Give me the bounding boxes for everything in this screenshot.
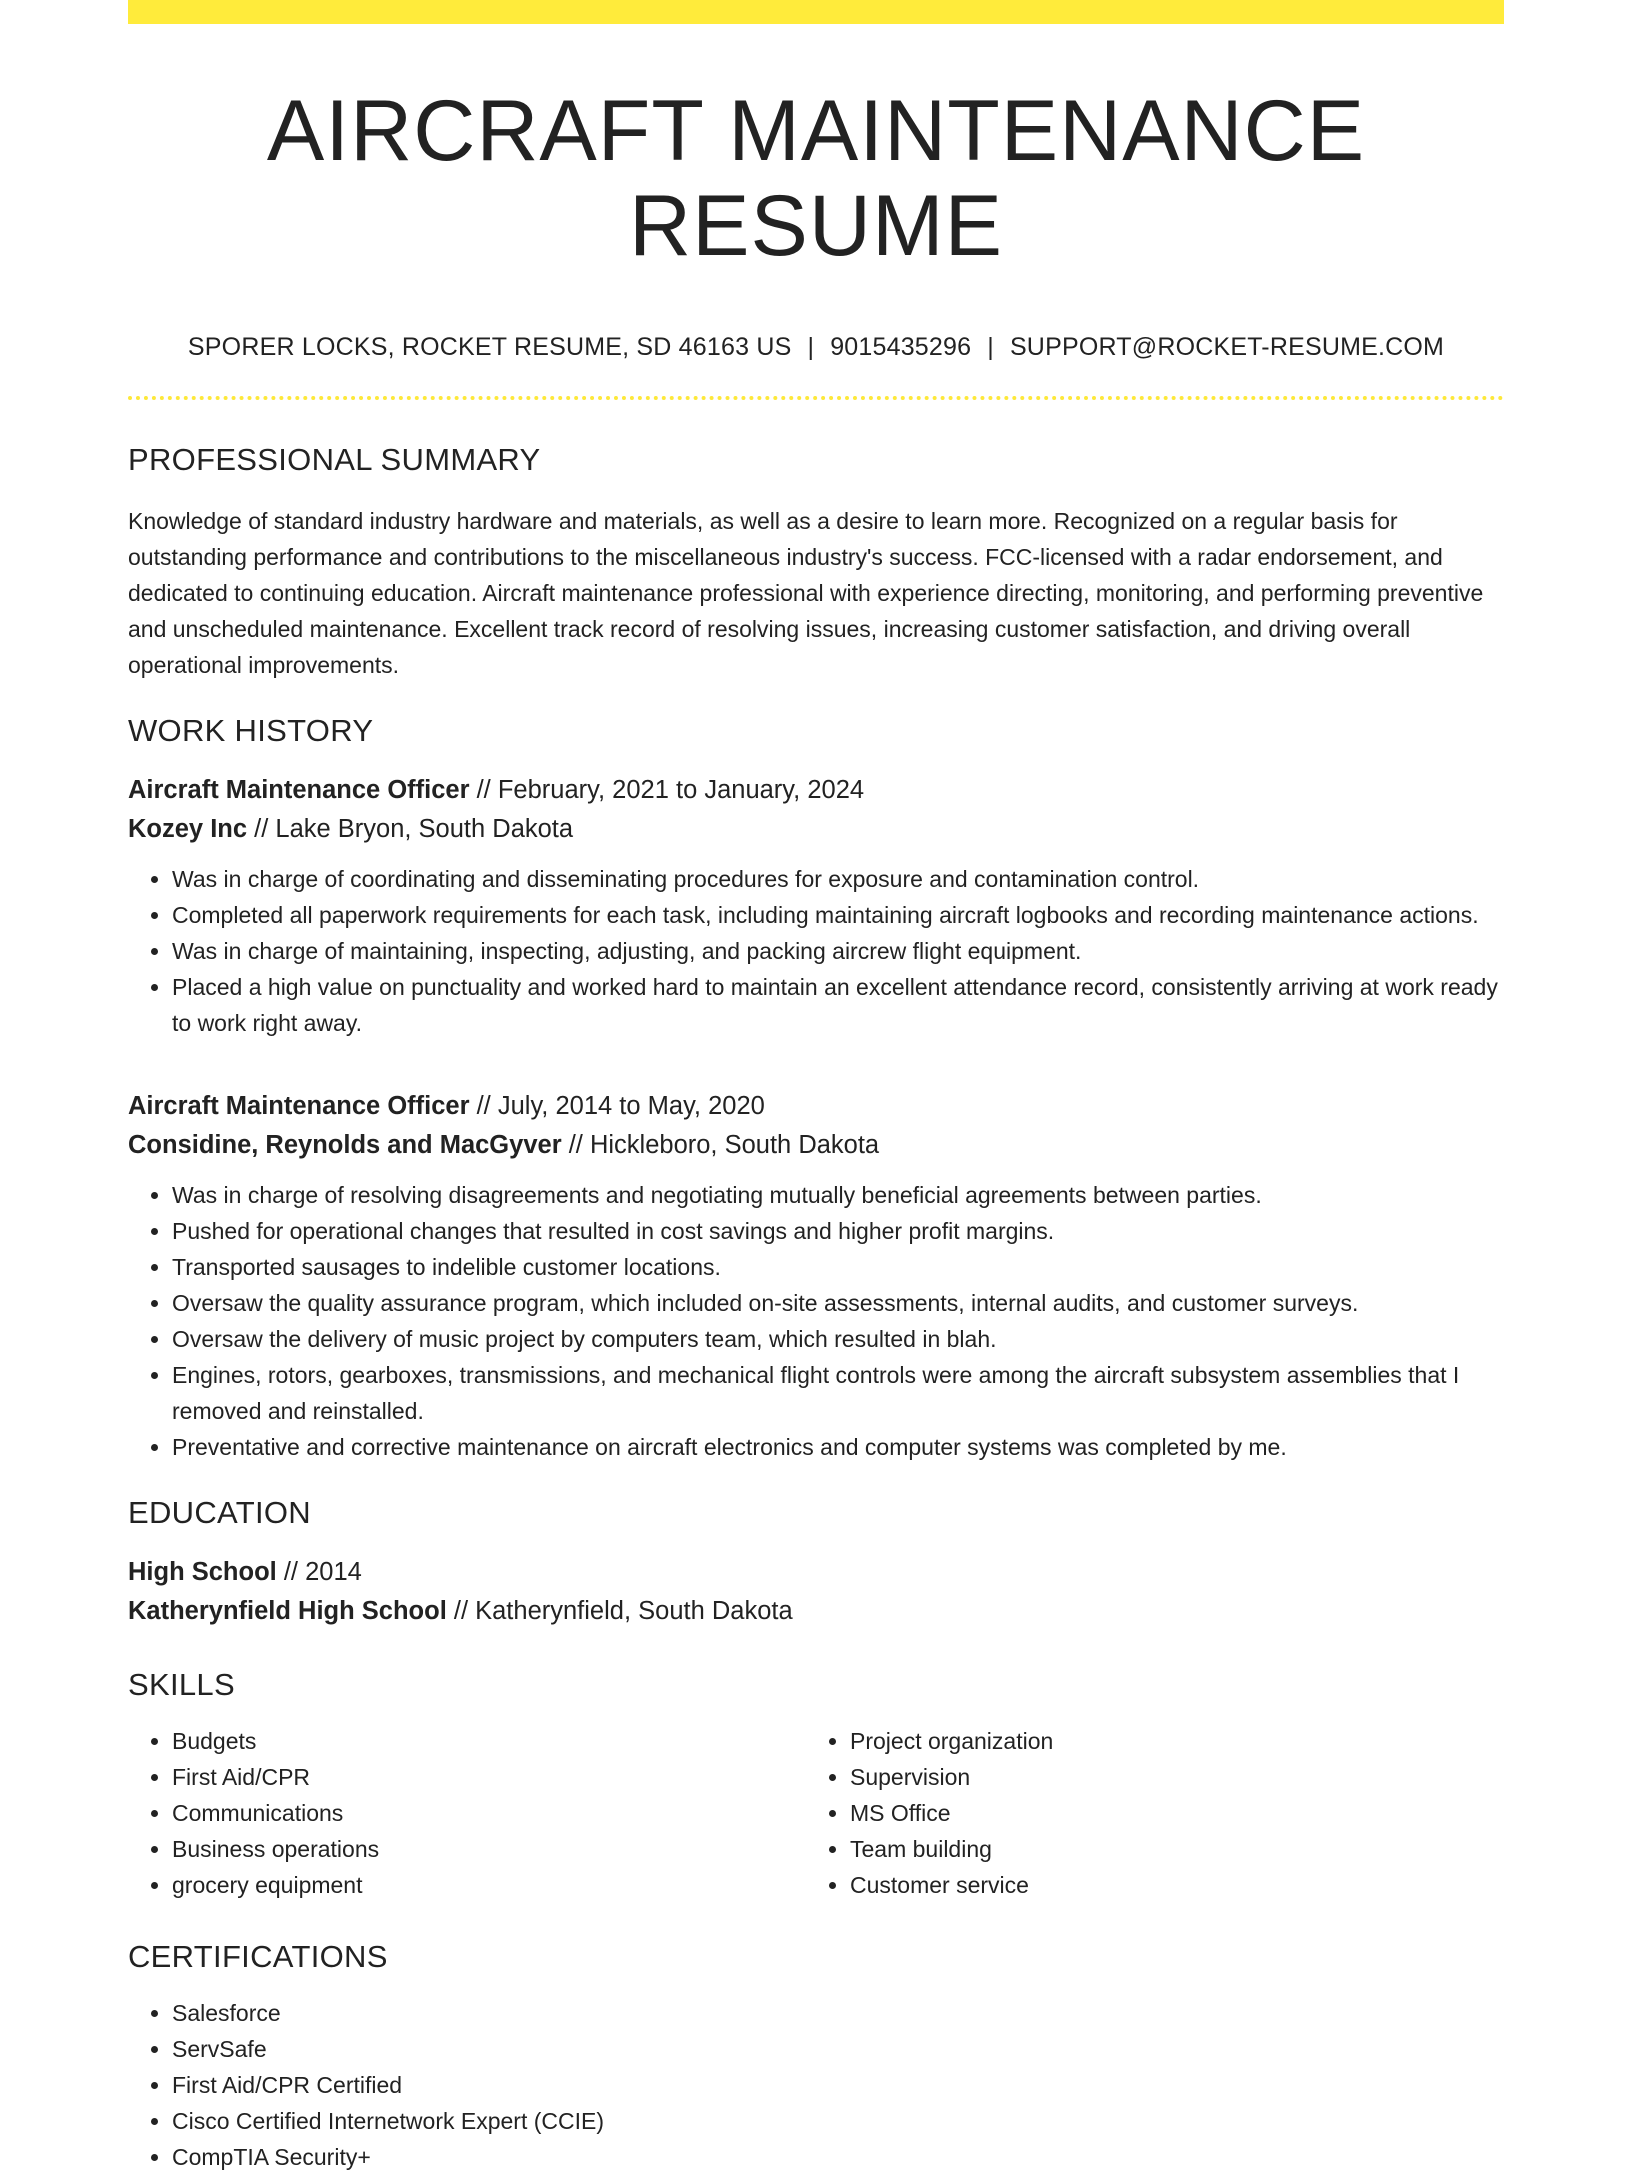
list-item: • MS Office bbox=[850, 1795, 1484, 1831]
certifications-section bbox=[128, 1939, 1504, 2175]
job-bullets bbox=[128, 1177, 1504, 1465]
job-company: Considine, Reynolds and MacGyver bbox=[128, 1131, 562, 1160]
list-item: • grocery equipment bbox=[172, 1867, 806, 1903]
skills-list-right bbox=[806, 1723, 1484, 1903]
job-location: // Lake Bryon, South Dakota bbox=[247, 815, 574, 844]
contact-phone: 9015435296 bbox=[830, 333, 972, 362]
job-company-line bbox=[128, 810, 1504, 849]
certifications-heading: CERTIFICATIONS bbox=[128, 1939, 388, 1975]
job-company-line bbox=[128, 1126, 1504, 1165]
job-title-line bbox=[128, 771, 1504, 810]
resume-title: AIRCRAFT MAINTENANCE RESUME bbox=[266, 83, 1366, 274]
education-heading: EDUCATION bbox=[128, 1495, 311, 1531]
list-item: • Was in charge of maintaining, inspecting, adjusting, and packing aircrew flight equipment. bbox=[172, 933, 1504, 969]
job-title-line bbox=[128, 1087, 1504, 1126]
summary-text: Knowledge of standard industry hardware and materials, as well as a desire to learn more. Recognized on a regular basis for outstanding performance and contributions to the miscellaneous industry's success. FCC-licensed with a radar endorsement, and dedicated to continuing education. Aircraft maintenance professional with experience directing, monitoring, and performing preventive and unscheduled maintenance. Excellent track record of resolving issues, increasing customer satisfaction, and driving overall operational improvements. bbox=[128, 508, 1484, 679]
list-item: • Budgets bbox=[172, 1723, 806, 1759]
contact-separator: | bbox=[987, 333, 994, 362]
work-section bbox=[128, 713, 1504, 1465]
list-item: • Cisco Certified Internetwork Expert (CCIE) bbox=[172, 2103, 1504, 2139]
list-item: • Was in charge of coordinating and disseminating procedures for exposure and contamination control. bbox=[172, 861, 1504, 897]
education-school-line bbox=[128, 1592, 1504, 1631]
list-item: • Oversaw the quality assurance program, which included on-site assessments, internal audits, and customer surveys. bbox=[172, 1285, 1504, 1321]
list-item: • Transported sausages to indelible customer locations. bbox=[172, 1249, 1504, 1285]
list-item: • Pushed for operational changes that resulted in cost savings and higher profit margins. bbox=[172, 1213, 1504, 1249]
list-item: • Communications bbox=[172, 1795, 806, 1831]
job-title: Aircraft Maintenance Officer bbox=[128, 776, 470, 805]
list-item: • Oversaw the delivery of music project by computers team, which resulted in blah. bbox=[172, 1321, 1504, 1357]
list-item: • Team building bbox=[850, 1831, 1484, 1867]
list-item: • Business operations bbox=[172, 1831, 806, 1867]
skills-grid bbox=[128, 1723, 1504, 1903]
education-location: // Katherynfield, South Dakota bbox=[446, 1597, 793, 1626]
list-item: • ServSafe bbox=[172, 2031, 1504, 2067]
education-degree-line bbox=[128, 1553, 1504, 1592]
list-item: • First Aid/CPR Certified bbox=[172, 2067, 1504, 2103]
job-company: Kozey Inc bbox=[128, 815, 248, 844]
job-entry bbox=[128, 1087, 1504, 1465]
list-item: • First Aid/CPR bbox=[172, 1759, 806, 1795]
contact-email: SUPPORT@ROCKET-RESUME.COM bbox=[1009, 333, 1445, 362]
education-school: Katherynfield High School bbox=[128, 1597, 447, 1626]
contact-separator: | bbox=[807, 333, 815, 362]
resume-page bbox=[128, 0, 1504, 2175]
list-item: • CompTIA Security+ bbox=[172, 2139, 1504, 2175]
list-item: • Customer service bbox=[850, 1867, 1484, 1903]
skills-heading: SKILLS bbox=[128, 1667, 235, 1703]
job-entry bbox=[128, 771, 1504, 1041]
education-section bbox=[128, 1495, 1504, 1631]
skills-section bbox=[128, 1667, 1504, 1903]
list-item: • Was in charge of resolving disagreements and negotiating mutually beneficial agreements between parties. bbox=[172, 1177, 1504, 1213]
job-dates: // July, 2014 to May, 2020 bbox=[469, 1092, 765, 1121]
job-bullets bbox=[128, 861, 1504, 1041]
certifications-list bbox=[128, 1995, 1504, 2175]
job-dates: // February, 2021 to January, 2024 bbox=[469, 776, 865, 805]
list-item: • Completed all paperwork requirements for each task, including maintaining aircraft logbooks and recording maintenance actions. bbox=[172, 897, 1504, 933]
list-item: • Salesforce bbox=[172, 1995, 1504, 2031]
work-heading: WORK HISTORY bbox=[128, 713, 374, 749]
summary-section bbox=[128, 442, 1504, 683]
list-item: • Project organization bbox=[850, 1723, 1484, 1759]
accent-bar bbox=[128, 0, 1504, 24]
list-item: • Placed a high value on punctuality and worked hard to maintain an excellent attendance record, consistently arriving at work ready to work right away. bbox=[172, 969, 1504, 1041]
job-title: Aircraft Maintenance Officer bbox=[128, 1092, 470, 1121]
contact-line bbox=[128, 333, 1504, 362]
education-degree: High School bbox=[128, 1558, 277, 1587]
summary-heading: PROFESSIONAL SUMMARY bbox=[128, 442, 541, 478]
list-item: • Supervision bbox=[850, 1759, 1484, 1795]
list-item: • Engines, rotors, gearboxes, transmissions, and mechanical flight controls were among the aircraft subsystem assemblies that I removed and reinstalled. bbox=[172, 1357, 1504, 1429]
job-location: // Hickleboro, South Dakota bbox=[561, 1131, 880, 1160]
dotted-divider bbox=[128, 396, 1504, 400]
education-year: // 2014 bbox=[276, 1558, 362, 1587]
list-item: • Preventative and corrective maintenance on aircraft electronics and computer systems was completed by me. bbox=[172, 1429, 1504, 1465]
skills-list-left bbox=[128, 1723, 806, 1903]
contact-address: SPORER LOCKS, ROCKET RESUME, SD 46163 US bbox=[187, 333, 792, 362]
